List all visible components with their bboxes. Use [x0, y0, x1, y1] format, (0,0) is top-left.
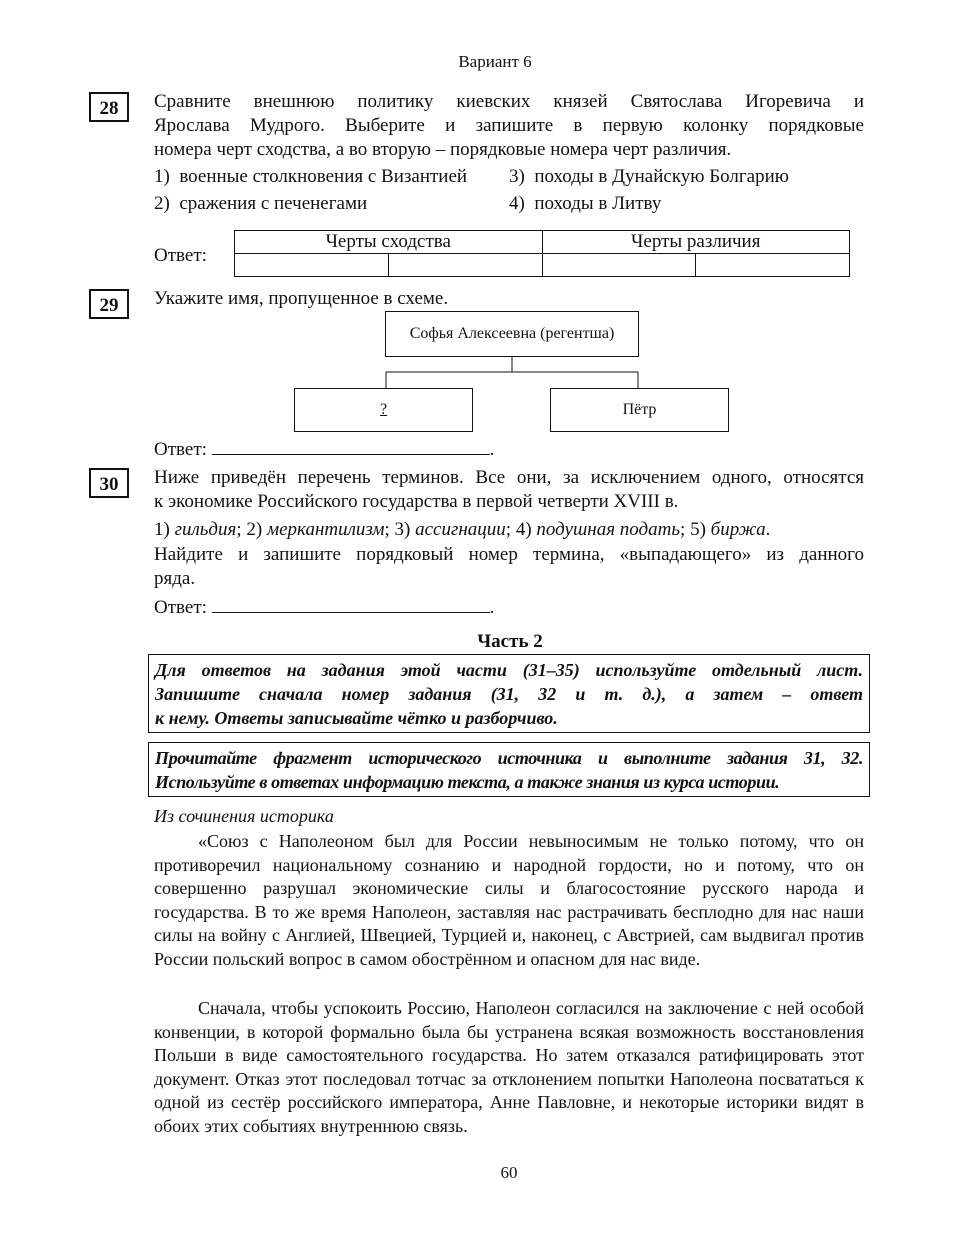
task-29-answer: Ответ: . — [154, 436, 494, 462]
task-28-answer-label: Ответ: — [154, 245, 207, 266]
task-28-option-1: 1) военные столкновения с Византией — [154, 166, 468, 187]
task-30-prompt — [154, 466, 864, 514]
scheme-top-node: Софья Алексеевна (регентша) — [385, 311, 639, 357]
scheme-left-node — [294, 388, 473, 432]
part-2-title: Часть 2 — [477, 631, 543, 652]
scheme-right-node: Пётр — [550, 388, 729, 432]
task-28-option-4: 4) походы в Литву — [509, 193, 662, 214]
reading-instr-line-1: Прочитайте фрагмент исторического источника и выполните задания 31, 32. — [155, 748, 863, 768]
term-5: биржа — [710, 519, 766, 540]
task-28-option-3: 3) походы в Дунайскую Болгарию — [509, 166, 789, 187]
source-caption: Из сочинения историка — [154, 806, 334, 826]
task-28-line-2: Ярослава Мудрого. Выберите и запишите в первую колонку порядковые — [154, 115, 864, 136]
part-2-instr-line-3: к нему. Ответы записывайте чётко и разборчиво. — [155, 708, 558, 728]
task-30-answer-line[interactable] — [212, 594, 490, 613]
scheme-missing-name: ? — [379, 401, 388, 418]
source-paragraph-2: Сначала, чтобы успокоить Россию, Наполеон согласился на заключение с ней особой конвенции, в которой формально была бы устранена всякая возможность восстановления Польши в виде самостоятельного государства. Но затем отказался ратифицировать этот документ. Отказ этот последовал тотчас за отклонением попытки Наполеона посвататься к одной из сестёр российского императора, Анне Павловне, и некоторые историки видят в обоих этих событиях внутреннюю связь. — [154, 998, 864, 1136]
column-header-similar: Черты сходства — [235, 231, 543, 254]
part-2-instr-line-2: Запишите сначала номер задания (31, 32 и т. д.), а затем – ответ — [155, 684, 863, 704]
reading-instructions — [148, 742, 870, 797]
task-30-terms: 1) гильдия; 2) меркантилизм; 3) ассигнации; 4) подушная подать; 5) биржа. — [154, 519, 771, 540]
task-29-answer-line[interactable] — [212, 436, 490, 455]
task-29-prompt: Укажите имя, пропущенное в схеме. — [154, 288, 449, 309]
column-header-different: Черты различия — [542, 231, 850, 254]
term-1: гильдия — [174, 519, 237, 540]
term-3: ассигнации — [415, 519, 506, 540]
page-header: Вариант 6 — [458, 52, 532, 71]
part-2-instr-line-1: Для ответов на задания этой части (31–35) используйте отдельный лист. — [155, 660, 863, 680]
task-30-line-5: ряда. — [154, 568, 196, 589]
page-number: 60 — [500, 1163, 518, 1182]
scheme-connectors — [0, 0, 975, 400]
term-4: подушная подать — [536, 519, 681, 540]
task-30-instruction — [154, 543, 864, 591]
task-30-answer-label: Ответ: — [154, 597, 207, 618]
task-30-answer: Ответ: . — [154, 594, 494, 620]
task-28-line-1: Сравните внешнюю политику киевских князей Святослава Игоревича и — [154, 91, 864, 112]
task-29-answer-label: Ответ: — [154, 439, 207, 460]
term-2: меркантилизм — [266, 519, 385, 540]
task-28-option-2: 2) сражения с печенегами — [154, 193, 368, 214]
task-30-line-1: Ниже приведён перечень терминов. Все они, за исключением одного, относятся — [154, 467, 864, 488]
source-paragraph-1: «Союз с Наполеоном был для России невыносимым не только потому, что он противоречил национальному сознанию и народной гордости, но и потому, что он совершенно разрушал экономические силы и благосостояние русского народа и государства. В то же время Наполеон, заставляя нас растрачивать бесплодно для нас наши силы на войну с Англией, Швецией, Турцией и, наконец, с Австрией, сам выдвигал против России польский вопрос в самом обострённом и опасном для нас виде. — [154, 831, 864, 969]
task-28-line-3: номера черт сходства, а во вторую – порядковые номера черт различия. — [154, 139, 732, 160]
reading-instr-line-2: Используйте в ответах информацию текста, а также знания из курса истории. — [155, 772, 780, 792]
task-number-30: 30 — [89, 468, 129, 498]
task-30-line-2: к экономике Российского государства в первой четверти XVIII в. — [154, 491, 679, 512]
task-30-line-4: Найдите и запишите порядковый номер термина, «выпадающего» из данного — [154, 544, 864, 565]
part-2-instructions — [148, 654, 870, 733]
task-number-29: 29 — [89, 289, 129, 319]
task-number-28: 28 — [89, 92, 129, 122]
